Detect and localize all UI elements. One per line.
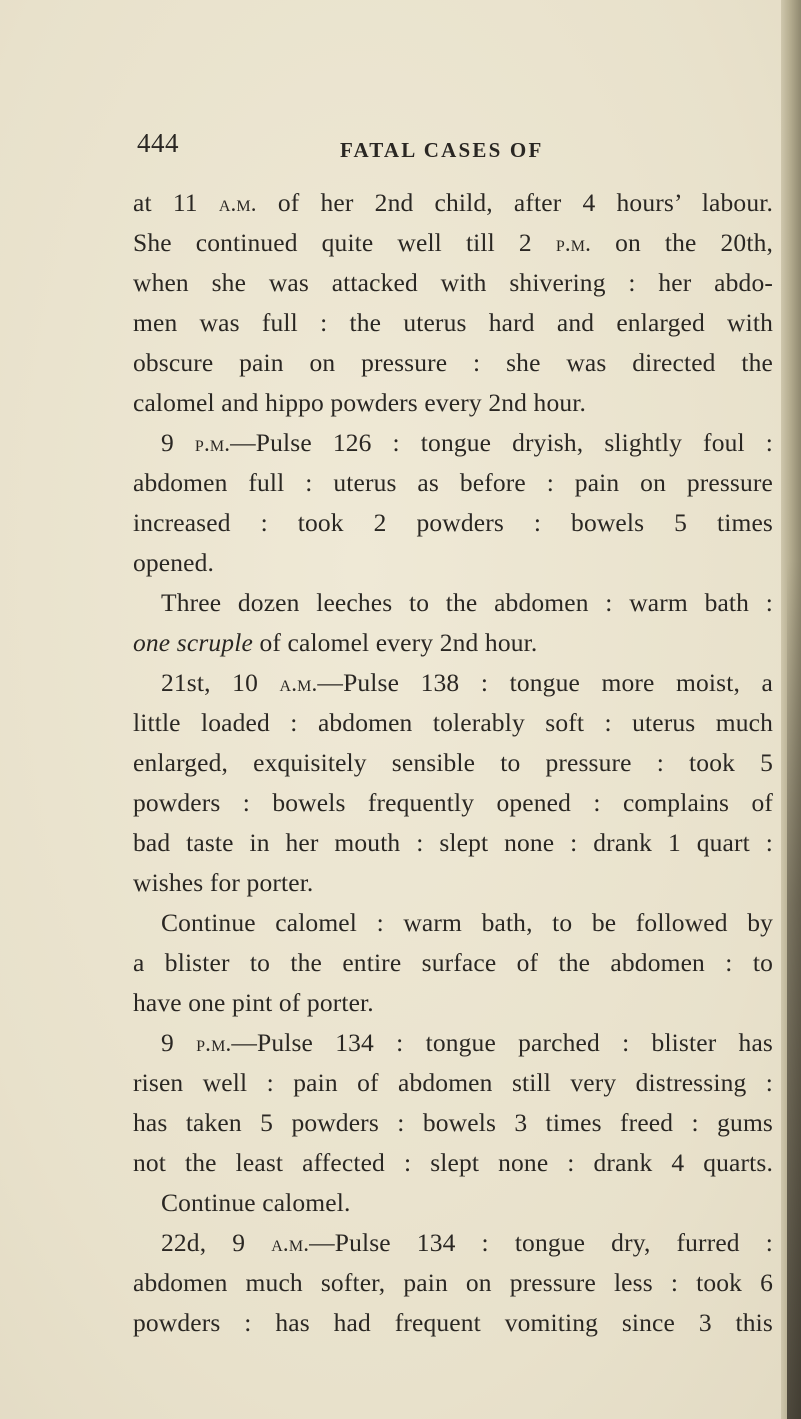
text-segment: abdomen much softer, pain on pressure less : took 6 [133, 1268, 773, 1297]
text-line [133, 263, 773, 303]
text-line [133, 623, 773, 663]
text-line [133, 663, 773, 703]
text-segment: Three dozen leeches to the abdomen : warm bath : [161, 588, 773, 617]
text-segment: opened. [133, 548, 215, 577]
text-segment: men was full : the uterus hard and enlarged with [133, 308, 773, 337]
text-segment: wishes for porter. [133, 868, 314, 897]
text-line [133, 423, 773, 463]
text-segment: —Pulse 134 : tongue dry, furred : [309, 1228, 773, 1257]
running-title: FATAL CASES OF [340, 138, 544, 162]
text-segment: of her 2nd child, after 4 hours’ labour. [256, 188, 773, 217]
text-segment: —Pulse 126 : tongue dryish, slightly foul : [230, 428, 773, 457]
text-line [133, 183, 773, 223]
text-line [133, 1063, 773, 1103]
text-segment: a blister to the entire surface of the abdomen : to [133, 948, 773, 977]
text-line [133, 863, 773, 903]
page-edge-dark [787, 560, 801, 1419]
running-head [0, 128, 801, 168]
italic-text: one scruple [133, 628, 253, 657]
text-segment: powders : has had frequent vomiting since 3 this [133, 1308, 773, 1337]
text-segment: increased : took 2 powders : bowels 5 times [133, 508, 773, 537]
page-number: 444 [137, 128, 179, 158]
text-line [133, 903, 773, 943]
text-segment: at 11 [133, 188, 219, 217]
text-line [133, 303, 773, 343]
text-segment: have one pint of porter. [133, 988, 374, 1017]
text-segment: 9 [161, 1028, 197, 1057]
body-text [133, 183, 773, 1343]
text-segment: when she was attacked with shivering : her abdo- [133, 268, 773, 297]
text-segment: bad taste in her mouth : slept none : drank 1 quart : [133, 828, 773, 857]
text-segment: 21st, 10 [161, 668, 280, 697]
text-segment: enlarged, exquisitely sensible to pressure : took 5 [133, 748, 773, 777]
text-line [133, 503, 773, 543]
text-line [133, 743, 773, 783]
text-line [133, 343, 773, 383]
text-line [133, 583, 773, 623]
text-segment: —Pulse 138 : tongue more moist, a [317, 668, 774, 697]
time-abbrev: p.m. [196, 1031, 232, 1056]
text-line [133, 983, 773, 1023]
text-segment: 9 [161, 428, 195, 457]
text-line [133, 223, 773, 263]
time-abbrev: a.m. [271, 1231, 310, 1256]
time-abbrev: a.m. [218, 191, 257, 216]
text-segment: not the least affected : slept none : drank 4 quarts. [133, 1148, 773, 1177]
text-line [133, 1223, 773, 1263]
text-segment: abdomen full : uterus as before : pain on pressure [133, 468, 773, 497]
text-segment: 22d, 9 [161, 1228, 272, 1257]
text-segment: —Pulse 134 : tongue parched : blister has [231, 1028, 773, 1057]
text-line [133, 383, 773, 423]
text-line [133, 1303, 773, 1343]
text-segment: little loaded : abdomen tolerably soft : uterus much [133, 708, 773, 737]
time-abbrev: p.m. [194, 431, 231, 456]
text-line [133, 1183, 773, 1223]
text-line [133, 823, 773, 863]
text-line [133, 463, 773, 503]
time-abbrev: a.m. [279, 671, 318, 696]
text-segment: on the 20th, [591, 228, 773, 257]
text-line [133, 783, 773, 823]
text-segment: risen well : pain of abdomen still very distressing : [133, 1068, 773, 1097]
text-line [133, 1263, 773, 1303]
text-segment: She continued quite well till 2 [133, 228, 556, 257]
text-segment: obscure pain on pressure : she was directed the [133, 348, 773, 377]
text-line [133, 1143, 773, 1183]
text-line [133, 1023, 773, 1063]
text-segment: Continue calomel : warm bath, to be followed by [161, 908, 773, 937]
text-segment: has taken 5 powders : bowels 3 times freed : gums [133, 1108, 773, 1137]
text-line [133, 943, 773, 983]
text-segment: calomel and hippo powders every 2nd hour. [133, 388, 586, 417]
text-line [133, 543, 773, 583]
text-segment: of calomel every 2nd hour. [252, 628, 538, 657]
text-segment: Continue calomel. [161, 1188, 351, 1217]
text-line [133, 703, 773, 743]
text-segment: powders : bowels frequently opened : complains of [133, 788, 773, 817]
text-line [133, 1103, 773, 1143]
time-abbrev: p.m. [555, 231, 592, 256]
